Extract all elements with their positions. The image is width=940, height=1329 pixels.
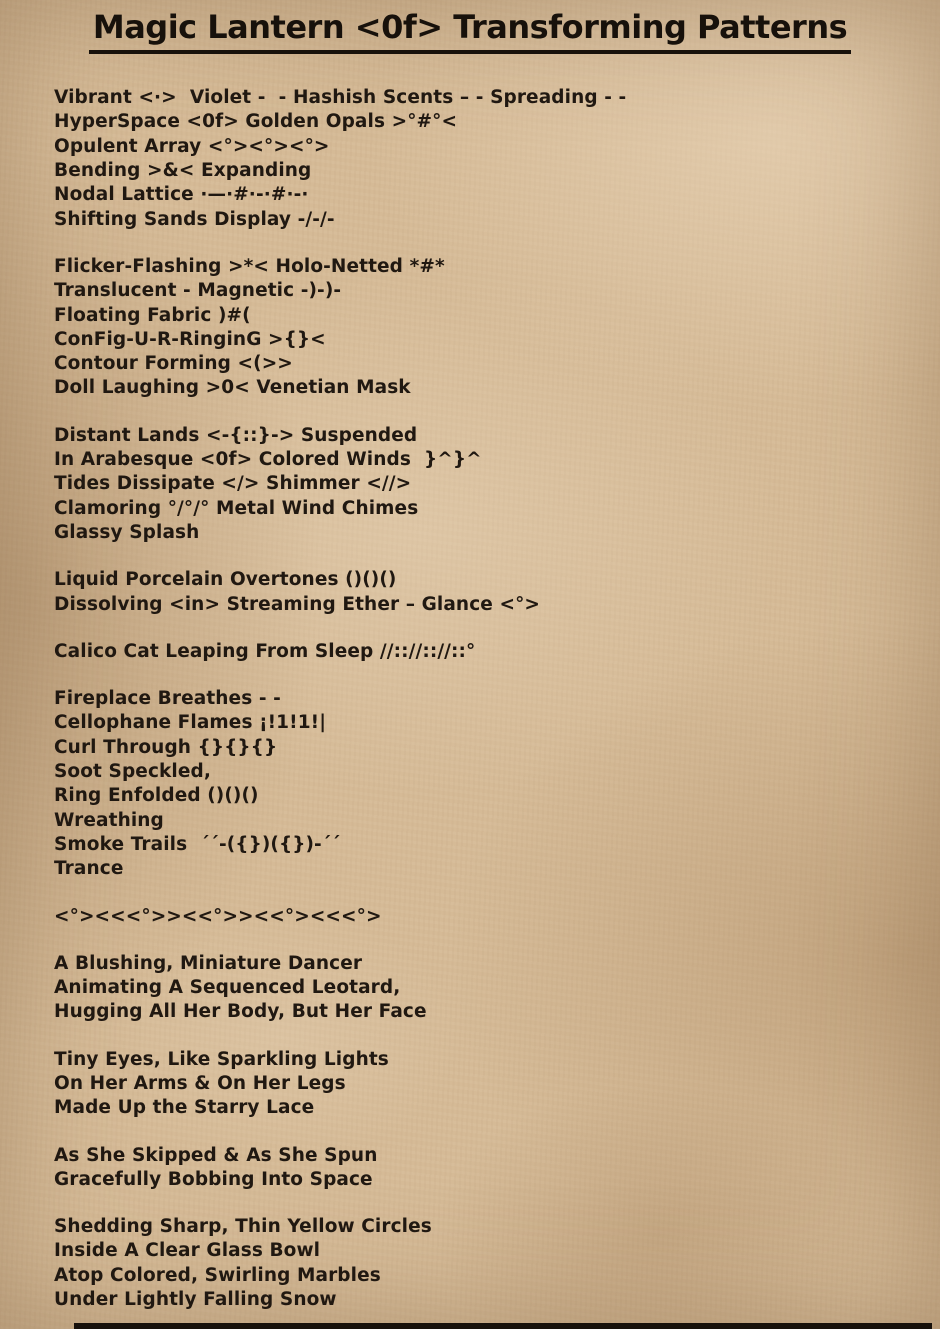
poem-line: As She Skipped & As She Spun [54,1144,378,1166]
poem-line: HyperSpace <0f> Golden Opals >°#°< [54,111,458,133]
poem-line: Dissolving <in> Streaming Ether – Glance <°> [54,593,541,615]
poem-line: <°><<<°>><<°>><<°><<<°> [54,905,382,927]
stanza-6 [54,687,900,881]
poem-line: A Blushing, Miniature Dancer [54,952,363,974]
stanza-1 [54,86,900,232]
poem-line: Curl Through {}{}{} [54,736,278,758]
stanza-7 [54,905,900,929]
title-area [0,0,940,54]
bottom-edge-bar [74,1323,932,1329]
stanza-10 [54,1144,900,1193]
stanza-5 [54,640,900,664]
poem-line: Made Up the Starry Lace [54,1097,315,1119]
poem-line: Hugging All Her Body, But Her Face [54,1001,427,1023]
stanza-9 [54,1048,900,1121]
poem-line: Nodal Lattice ·—·#·-·#·-· [54,184,309,206]
poem-line: Contour Forming <(>> [54,353,293,375]
poem-line: Doll Laughing >0< Venetian Mask [54,377,411,399]
poem-line: Atop Colored, Swirling Marbles [54,1264,381,1286]
poem-line: Soot Speckled, [54,761,211,783]
stanza-2 [54,255,900,401]
poem-line: Trance [54,858,124,880]
poem-line: Opulent Array <°><°><°> [54,135,330,157]
stanza-3 [54,424,900,545]
poem-line: In Arabesque <0f> Colored Winds }^}^ [54,449,482,471]
poem-line: ConFig-U-R-RinginG >{}< [54,328,326,350]
poem-line: Ring Enfolded ()()() [54,785,259,807]
poem-line: Wreathing [54,809,164,831]
poem-line: Smoke Trails ´´-({})({})-´´ [54,833,341,855]
poem-line: Translucent - Magnetic -)-)- [54,280,342,302]
poem-line: Tides Dissipate </> Shimmer <//> [54,473,412,495]
poem-line: Shedding Sharp, Thin Yellow Circles [54,1216,432,1238]
poem-line: On Her Arms & On Her Legs [54,1072,346,1094]
stanza-4 [54,568,900,617]
poem-line: Glassy Splash [54,521,200,543]
poem-line: Clamoring °/°/° Metal Wind Chimes [54,497,419,519]
poem-line: Gracefully Bobbing Into Space [54,1168,373,1190]
poem-line: Vibrant <·> Violet - - Hashish Scents – - Spreading - - [54,87,627,109]
poem-line: Under Lightly Falling Snow [54,1289,337,1311]
poem-line: Flicker-Flashing >*< Holo-Netted *#* [54,255,445,277]
poem-line: Distant Lands <-{::}-> Suspended [54,424,418,446]
poem-line: Floating Fabric )#( [54,304,251,326]
stanza-8 [54,952,900,1025]
poem-line: Tiny Eyes, Like Sparkling Lights [54,1048,389,1070]
stanza-11 [54,1215,900,1312]
poem-line: Bending >&< Expanding [54,160,312,182]
poem-line: Shifting Sands Display -/-/- [54,208,335,230]
poem-line: Liquid Porcelain Overtones ()()() [54,569,397,591]
poem [54,86,900,1312]
poem-line: Inside A Clear Glass Bowl [54,1240,321,1262]
poem-line: Animating A Sequenced Leotard, [54,977,401,999]
page-title: Magic Lantern <0f> Transforming Patterns [89,10,851,54]
poem-line: Calico Cat Leaping From Sleep //:://:://::° [54,640,476,662]
poem-line: Cellophane Flames ¡!1!1!| [54,712,327,734]
poem-line: Fireplace Breathes - - [54,688,281,710]
